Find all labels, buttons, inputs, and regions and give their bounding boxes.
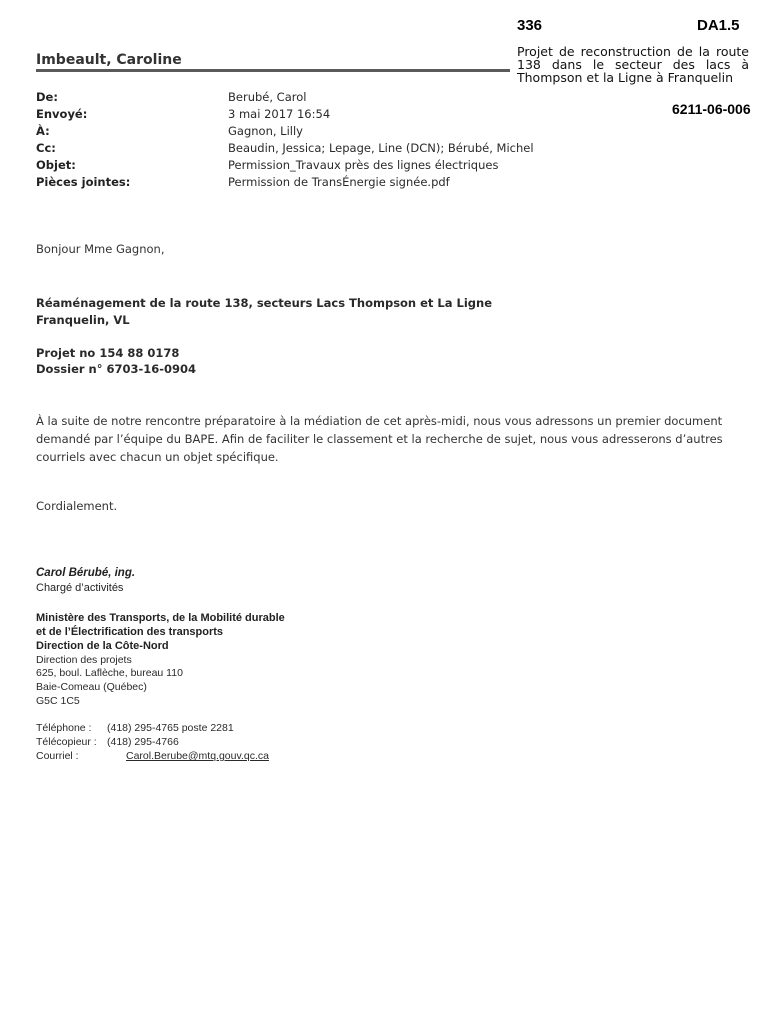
closing: Cordialement. [36, 499, 118, 513]
subject-value: Permission_Travaux près des lignes électriques [228, 158, 499, 172]
email-link[interactable]: Carol.Berube@mtq.gouv.qc.ca [126, 750, 269, 762]
phone-label: Téléphone : [36, 722, 92, 734]
to-label: À: [36, 124, 50, 138]
from-value: Berubé, Carol [228, 90, 307, 104]
owner-divider [36, 69, 510, 72]
attachment-link[interactable]: Permission de TransÉnergie signée.pdf [228, 175, 450, 189]
ministry-line2: et de l’Électrification des transports [36, 626, 224, 638]
dossier-number: Dossier n° 6703-16-0904 [36, 362, 197, 376]
address-line1: 625, boul. Laflèche, bureau 110 [36, 667, 183, 679]
reference-number: 336 [517, 17, 543, 34]
body-paragraph: À la suite de notre rencontre préparatoire à la médiation de cet après-midi, nous vous adressons un premier document demandé par l’équipe du BAPE. Afin de faciliter le classement et la recherche de sujet, nous vous adresserons d’autres courriels avec chacun un objet spécifique. [36, 414, 723, 464]
attachments-label: Pièces jointes: [36, 175, 131, 189]
project-number: Projet no 154 88 0178 [36, 346, 180, 360]
reference-code: DA1.5 [697, 17, 740, 34]
greeting: Bonjour Mme Gagnon, [36, 242, 165, 256]
mailbox-owner: Imbeault, Caroline [36, 52, 182, 68]
signature-role: Chargé d’activités [36, 582, 124, 594]
ministry-line1: Ministère des Transports, de la Mobilité durable [36, 612, 285, 624]
signature-name: Carol Bérubé, ing. [36, 567, 136, 579]
phone-value: (418) 295-4765 poste 2281 [107, 722, 234, 734]
postal-code: G5C 1C5 [36, 695, 80, 707]
project-title-line1: Réaménagement de la route 138, secteurs Lacs Thompson et La Ligne [36, 296, 493, 310]
reference-description: Projet de reconstruction de la route 138 dans le secteur des lacs à Thompson et la Ligne à Franquelin [517, 44, 749, 85]
fax-label: Télécopieur : [36, 736, 97, 748]
subject-label: Objet: [36, 158, 76, 172]
cc-label: Cc: [36, 141, 56, 155]
from-label: De: [36, 90, 58, 104]
department-name: Direction des projets [36, 654, 132, 666]
project-title-line2: Franquelin, VL [36, 313, 130, 327]
sent-label: Envoyé: [36, 107, 88, 121]
cc-value: Beaudin, Jessica; Lepage, Line (DCN); Bérubé, Michel [228, 141, 534, 155]
document-number: 6211-06-006 [672, 101, 751, 117]
direction-name: Direction de la Côte-Nord [36, 640, 169, 652]
fax-value: (418) 295-4766 [107, 736, 179, 748]
email-label: Courriel : [36, 750, 79, 762]
to-value: Gagnon, Lilly [228, 124, 303, 138]
address-line2: Baie-Comeau (Québec) [36, 681, 147, 693]
sent-value: 3 mai 2017 16:54 [228, 107, 331, 121]
